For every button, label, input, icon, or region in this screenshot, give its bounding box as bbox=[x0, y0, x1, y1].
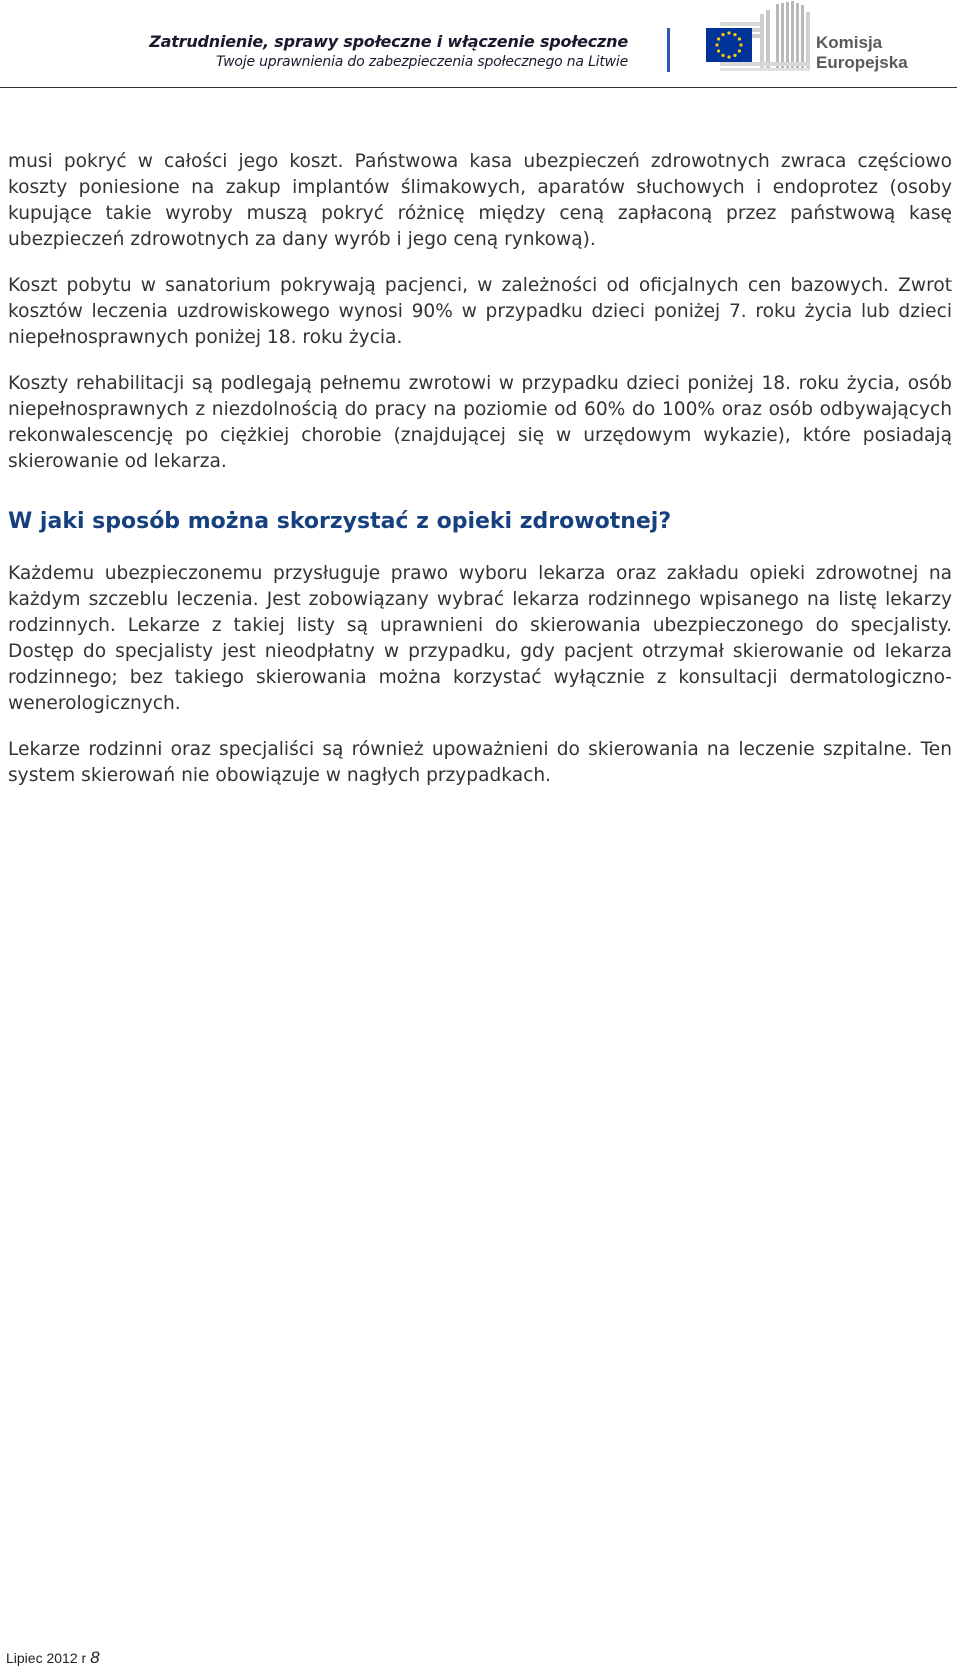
header-divider bbox=[667, 28, 670, 72]
logo-text-europejska: Europejska bbox=[816, 53, 908, 72]
footer-page-number: 8 bbox=[90, 1648, 100, 1667]
european-commission-logo bbox=[680, 0, 960, 86]
paragraph-sanatorium: Koszt pobytu w sanatorium pokrywają pacjenci, w zależności od oficjalnych cen bazowych. Zwrot kosztów leczenia uzdrowiskowego wynosi 90% w przypadku dzieci poniżej 7. roku życia lub dzieci niepełnosprawnych poniżej 18. roku życia. bbox=[8, 275, 952, 348]
header-text-block bbox=[149, 32, 628, 72]
header-title: Zatrudnienie, sprawy społeczne i włączenie społeczne bbox=[149, 32, 628, 51]
document-body bbox=[8, 149, 952, 809]
paragraph-hospital-referral: Lekarze rodzinni oraz specjaliści są również upoważnieni do skierowania na leczenie szpitalne. Ten system skierowań nie obowiązuje w nagłych przypadkach. bbox=[8, 739, 952, 786]
page-header bbox=[0, 0, 960, 90]
paragraph-cost-coverage: musi pokryć w całości jego koszt. Państwowa kasa ubezpieczeń zdrowotnych zwraca częściowo koszty poniesione na zakup implantów ślimakowych, aparatów słuchowych i endoprotez (osoby kupujące takie wyroby muszą pokryć różnicę między ceną zapłaconą przez państwową kasę ubezpieczeń zdrowotnych za dany wyrób i jego ceną rynkową). bbox=[8, 151, 952, 250]
footer-date: Lipiec 2012 r bbox=[6, 1650, 87, 1666]
logo-text-komisja: Komisja bbox=[816, 33, 883, 52]
eu-flag-icon bbox=[706, 28, 752, 62]
paragraph-rehabilitation: Koszty rehabilitacji są podlegają pełnemu zwrotowi w przypadku dzieci poniżej 18. roku życia, osób niepełnosprawnych z niezdolnością do pracy na poziomie od 60% do 100% oraz osób odbywających rekonwalescencję po ciężkiej chorobie (znajdującej się w urzędowym wykazie), które posiadają skierowanie od lekarza. bbox=[8, 373, 952, 472]
page-footer bbox=[6, 1648, 100, 1668]
paragraph-doctor-choice: Każdemu ubezpieczonemu przysługuje prawo wyboru lekarza oraz zakładu opieki zdrowotnej na każdym szczeblu leczenia. Jest zobowiązany wybrać lekarza rodzinnego wpisanego na listę lekarzy rodzinnych. Lekarze z takiej listy są uprawnieni do skierowania ubezpieczonego do specjalisty. Dostęp do specjalisty jest nieodpłatny w przypadku, gdy pacjent otrzymał skierowanie od lekarza rodzinnego; bez takiego skierowania można korzystać wyłącznie z konsultacji dermatologiczno-wenerologicznych. bbox=[8, 563, 952, 714]
section-heading: W jaki sposób można skorzystać z opieki zdrowotnej? bbox=[8, 509, 672, 534]
header-subtitle: Twoje uprawnienia do zabezpieczenia społecznego na Litwie bbox=[215, 54, 628, 70]
header-rule bbox=[0, 87, 957, 88]
